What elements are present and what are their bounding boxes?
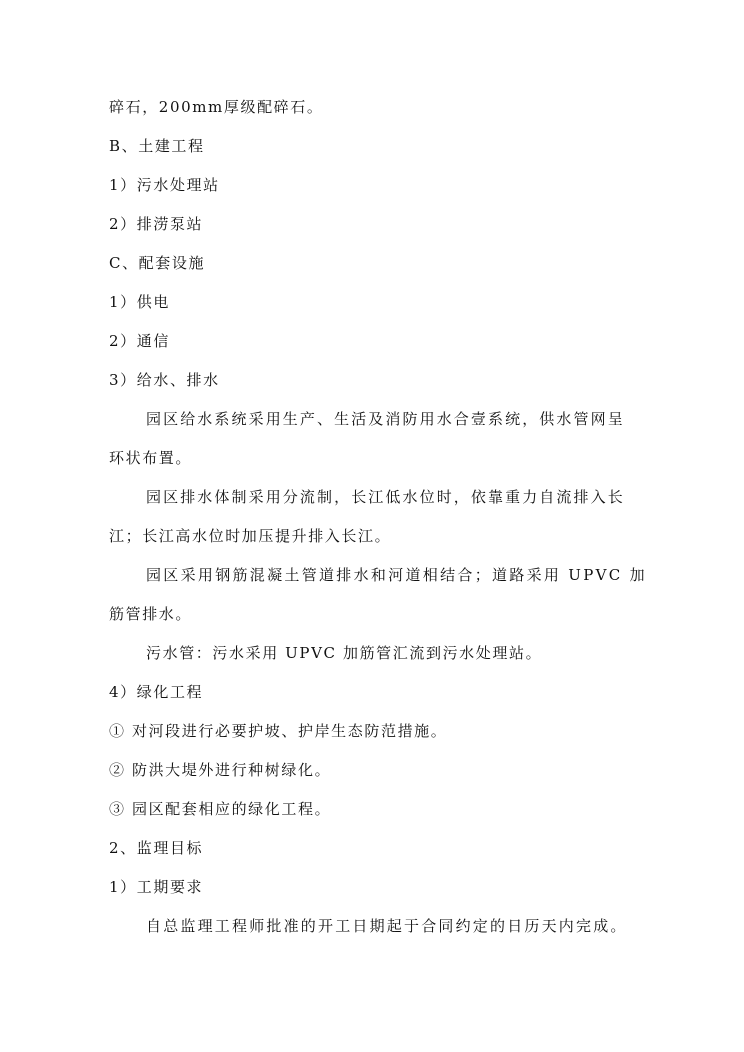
paragraph-water-supply-line1: 园区给水系统采用生产、生活及消防用水合壹系统，供水管网呈 (146, 410, 625, 428)
paragraph-sewage-pipe: 污水管：污水采用 UPVC 加筋管汇流到污水处理站。 (146, 644, 543, 662)
section-heading-supporting-facilities: C、配套设施 (109, 254, 206, 272)
list-item-communication: 2）通信 (109, 332, 170, 350)
sub-item-park-greening: ③ 园区配套相应的绿化工程。 (109, 800, 332, 818)
sub-item-tree-planting: ② 防洪大堤外进行种树绿化。 (109, 761, 332, 779)
list-item-sewage-station: 1）污水处理站 (109, 176, 220, 194)
list-item-water-supply-drainage: 3）给水、排水 (109, 371, 220, 389)
section-heading-supervision-goals: 2、监理目标 (109, 839, 204, 857)
list-item-greening: 4）绿化工程 (109, 683, 204, 701)
text-line-gravel: 碎石，200mm厚级配碎石。 (109, 98, 324, 116)
paragraph-pipes-line2: 筋管排水。 (109, 605, 193, 623)
paragraph-water-supply-line2: 环状布置。 (109, 449, 193, 467)
list-item-schedule-requirements: 1）工期要求 (109, 878, 204, 896)
paragraph-drainage-line2: 江；长江高水位时加压提升排入长江。 (109, 527, 392, 545)
paragraph-drainage-line1: 园区排水体制采用分流制，长江低水位时，依靠重力自流排入长 (146, 488, 625, 506)
paragraph-pipes-line1: 园区采用钢筋混凝土管道排水和河道相结合；道路采用 UPVC 加 (146, 566, 647, 584)
section-heading-civil-works: B、土建工程 (109, 137, 205, 155)
list-item-drainage-pump-station: 2）排涝泵站 (109, 215, 204, 233)
sub-item-slope-protection: ① 对河段进行必要护坡、护岸生态防范措施。 (109, 722, 448, 740)
paragraph-schedule: 自总监理工程师批准的开工日期起于合同约定的日历天内完成。 (146, 917, 628, 935)
list-item-power-supply: 1）供电 (109, 293, 170, 311)
